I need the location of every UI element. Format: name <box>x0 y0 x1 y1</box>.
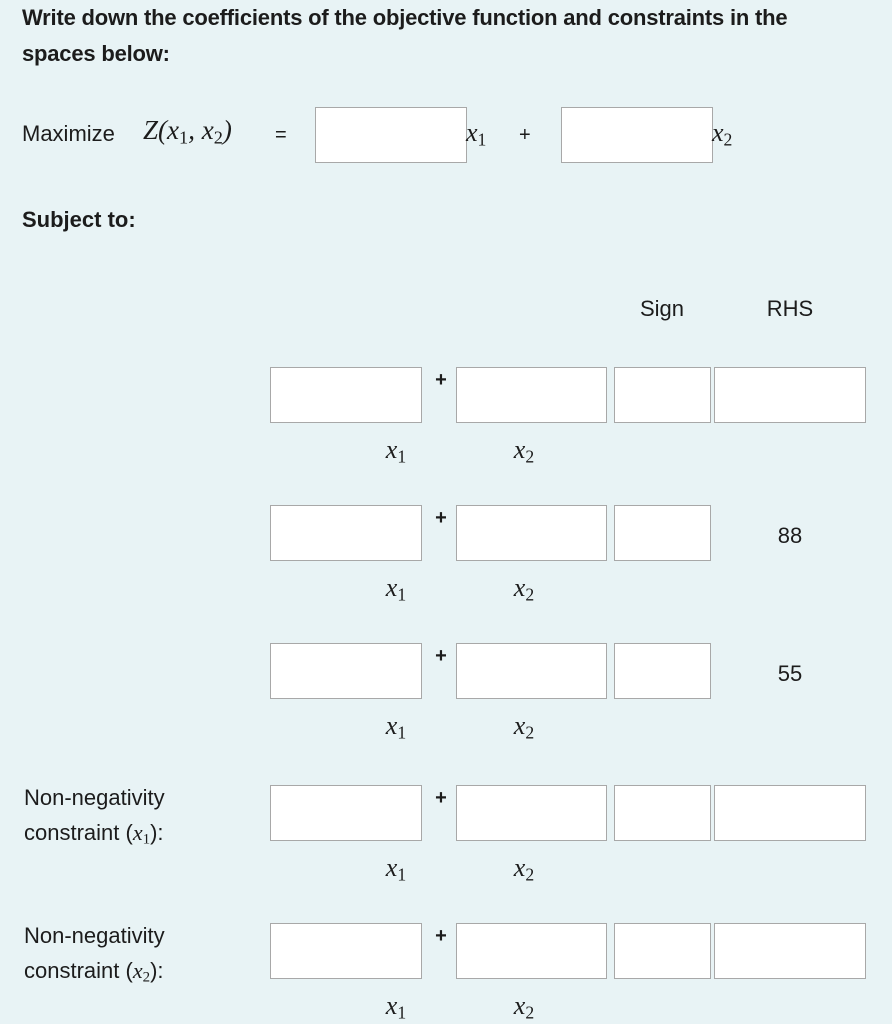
constraint-plus: + <box>435 369 447 391</box>
objective-coef2-input[interactable] <box>561 107 713 163</box>
constraint-plus: + <box>435 507 447 529</box>
equals-sign: = <box>275 124 287 146</box>
constraint-sign-input[interactable] <box>614 367 711 423</box>
constraint-coef2-input[interactable] <box>456 367 607 423</box>
rhs-column-header: RHS <box>766 296 814 321</box>
constraint-x1-var: $x_1$ <box>385 991 407 1023</box>
constraint-x2-var: $x_2$ <box>513 711 535 743</box>
constraint-coef1-input[interactable] <box>270 505 422 561</box>
constraint-rhs-value: 55 <box>777 661 803 686</box>
objective-coef1-input[interactable] <box>315 107 467 163</box>
constraint-plus: + <box>435 925 447 947</box>
constraint-x2-var: $x_2$ <box>513 573 535 605</box>
objective-function-name: $Z(x_1$, $x_2$) <box>143 115 232 148</box>
constraint-sign-input[interactable] <box>614 785 711 841</box>
constraint-x1-var: $x_1$ <box>385 711 407 743</box>
objective-plus: + <box>519 124 531 146</box>
constraint-sign-input[interactable] <box>614 923 711 979</box>
constraint-label-var: $x_1$ <box>132 820 151 848</box>
constraint-x2-var: $x_2$ <box>513 435 535 467</box>
constraint-coef2-input[interactable] <box>456 643 607 699</box>
constraint-x1-var: $x_1$ <box>385 573 407 605</box>
constraint-rhs-input[interactable] <box>714 923 866 979</box>
constraint-plus: + <box>435 787 447 809</box>
constraint-coef1-input[interactable] <box>270 785 422 841</box>
constraint-x2-var: $x_2$ <box>513 853 535 885</box>
constraint-coef1-input[interactable] <box>270 923 422 979</box>
maximize-label: Maximize <box>22 121 115 146</box>
instructions-heading: Write down the coefficients of the objective function and constraints in the spaces below: <box>22 5 788 66</box>
constraint-x2-var: $x_2$ <box>513 991 535 1023</box>
constraint-x1-var: $x_1$ <box>385 853 407 885</box>
constraint-label-line2: constraint $(x_1)$: <box>24 820 164 848</box>
constraint-sign-input[interactable] <box>614 505 711 561</box>
constraint-coef2-input[interactable] <box>456 785 607 841</box>
constraint-sign-input[interactable] <box>614 643 711 699</box>
constraint-label-line1: Non-negativity <box>24 785 165 810</box>
constraint-rhs-input[interactable] <box>714 785 866 841</box>
objective-x2-var: $x_2$ <box>712 118 733 150</box>
constraint-rhs-input[interactable] <box>714 367 866 423</box>
constraint-x1-var: $x_1$ <box>385 435 407 467</box>
objective-x1-var: $x_1$ <box>466 118 487 150</box>
subject-to-label: Subject to: <box>22 207 136 232</box>
constraint-coef2-input[interactable] <box>456 923 607 979</box>
constraint-coef1-input[interactable] <box>270 643 422 699</box>
constraint-label-var: $x_2$ <box>132 958 151 986</box>
constraint-coef2-input[interactable] <box>456 505 607 561</box>
constraint-rhs-value: 88 <box>777 523 803 548</box>
constraint-label-line2: constraint $(x_2)$: <box>24 958 164 986</box>
constraint-plus: + <box>435 645 447 667</box>
constraint-label-line1: Non-negativity <box>24 923 165 948</box>
sign-column-header: Sign <box>639 296 685 321</box>
objective-label <box>22 117 115 151</box>
constraint-coef1-input[interactable] <box>270 367 422 423</box>
